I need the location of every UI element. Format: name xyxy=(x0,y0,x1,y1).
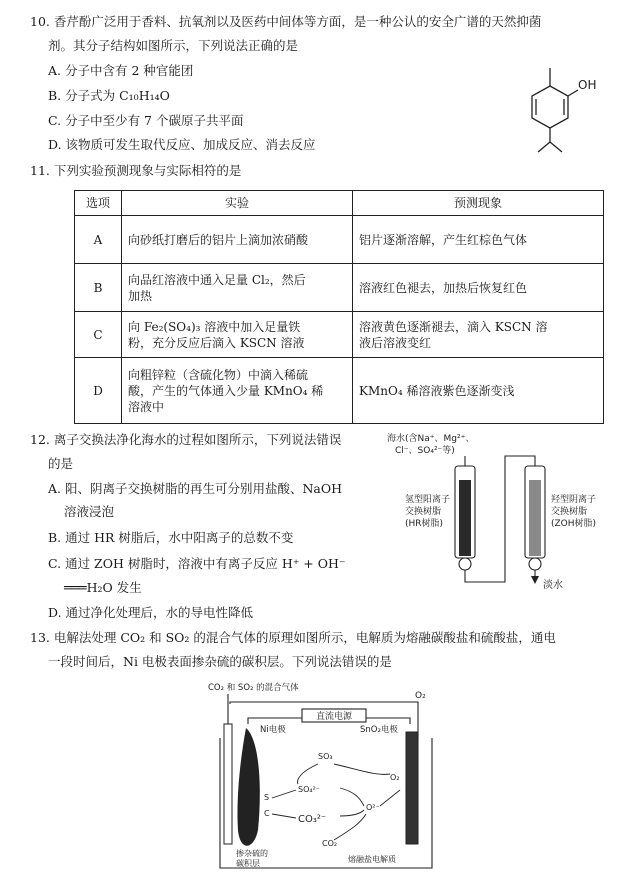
co3-label: CO₃²⁻ xyxy=(298,814,327,825)
electrolysis-diagram xyxy=(200,680,450,875)
sno2-electrode xyxy=(406,732,418,844)
q13-stem-line2: 一段时间后，Ni 电极表面掺杂硫的碳积层。下列说法错误的是 xyxy=(48,654,392,669)
zoh-label-2: 交换树脂 xyxy=(551,507,588,517)
s-label: S xyxy=(264,793,270,802)
table-row xyxy=(75,358,604,424)
q10-stem-line2: 剂。其分子结构如图所示，下列说法正确的是 xyxy=(48,38,299,53)
row-prediction-line: 溶液红色褪去，加热后恢复红色 xyxy=(359,280,528,295)
row-prediction xyxy=(353,216,604,264)
outflow-arrow-icon xyxy=(531,576,539,584)
power-supply-label: 直流电源 xyxy=(315,712,353,722)
q12-option-d: D. 通过净化处理后，水的导电性降低 xyxy=(48,605,254,620)
header-experiment: 实验 xyxy=(122,191,353,216)
row-prediction xyxy=(353,358,604,424)
q12-stem-line1: 12. 离子交换法净化海水的过程如图所示，下列说法错误 xyxy=(30,432,342,447)
table-header-row xyxy=(75,191,604,216)
hr-label-3: (HR树脂) xyxy=(405,519,444,529)
row-option: D xyxy=(75,358,122,424)
zoh-label-1: 羟型阴离子 xyxy=(551,495,597,505)
carvacrol-structure-diagram xyxy=(520,58,600,158)
gas-tube-left xyxy=(224,724,232,844)
row-experiment-line: 加热 xyxy=(128,288,153,303)
row-prediction-line: 溶液黄色逐渐褪去，滴入 KSCN 溶 xyxy=(359,319,548,334)
q10-option-a: A. 分子中含有 2 种官能团 xyxy=(48,63,194,78)
sno2-electrode-label: SnO₂电极 xyxy=(360,725,398,735)
ion-exchange-diagram xyxy=(375,430,615,595)
so3-label: SO₃ xyxy=(318,752,333,761)
row-prediction-line: 铝片逐渐溶解，产生红棕色气体 xyxy=(359,232,528,247)
row-experiment xyxy=(122,264,353,312)
table-row xyxy=(75,312,604,358)
row-option: B xyxy=(75,264,122,312)
row-experiment-line: 向砂纸打磨后的铝片上滴加浓硝酸 xyxy=(128,232,309,247)
so4-label: SO₄²⁻ xyxy=(298,785,321,794)
q12-option-a-line2: 溶液浸泡 xyxy=(64,504,115,519)
carbon-layer-label-1: 掺杂硫的 xyxy=(236,849,268,858)
c-label: C xyxy=(264,809,270,818)
q13-stem-line1: 13. 电解法处理 CO₂ 和 SO₂ 的混合气体的原理如图所示，电解质为熔融碳酸盐和硫酸盐，通电 xyxy=(30,630,556,645)
o2-out-label: O₂ xyxy=(415,691,426,701)
q11-table xyxy=(74,190,604,424)
row-option: A xyxy=(75,216,122,264)
o2-ion-label: O²⁻ xyxy=(366,803,380,812)
q12-option-c-line2: ═══H₂O 发生 xyxy=(64,580,142,595)
row-prediction-line: 液后溶液变红 xyxy=(359,335,432,350)
fresh-water-label: 淡水 xyxy=(543,580,563,591)
gas-in-label: CO₂ 和 SO₂ 的混合气体 xyxy=(208,683,299,693)
molten-salt-label: 熔融盐电解质 xyxy=(348,855,396,864)
q11-stem: 11. 下列实验预测现象与实际相符的是 xyxy=(30,163,242,178)
row-experiment-line: 酸，产生的气体通入少量 KMnO₄ 稀 xyxy=(128,383,324,398)
q12-option-a-line1: A. 阳、阴离子交换树脂的再生可分别用盐酸、NaOH xyxy=(48,481,343,496)
o2-gas-label: O₂ xyxy=(390,773,400,782)
seawater-label-2: Cl⁻、SO₄²⁻等) xyxy=(395,446,455,456)
row-experiment xyxy=(122,358,353,424)
row-option: C xyxy=(75,312,122,358)
row-experiment-line: 向粗锌粒（含硫化物）中滴入稀硫 xyxy=(128,367,309,382)
row-prediction xyxy=(353,264,604,312)
table-row xyxy=(75,264,604,312)
header-prediction: 预测现象 xyxy=(353,191,604,216)
seawater-label-1: 海水(含Na⁺、Mg²⁺、 xyxy=(387,434,475,444)
row-experiment xyxy=(122,216,353,264)
row-prediction-line: KMnO₄ 稀溶液紫色逐渐变浅 xyxy=(359,383,515,398)
q10-stem-line1: 10. 香芹酚广泛用于香料、抗氧剂以及医药中间体等方面，是一种公认的安全广谱的天然抑菌 xyxy=(30,14,542,29)
hr-label-1: 氢型阳离子 xyxy=(405,495,451,505)
q10-option-d: D. 该物质可发生取代反应、加成反应、消去反应 xyxy=(48,137,316,152)
row-experiment-line: 向 Fe₂(SO₄)₃ 溶液中加入足量铁 xyxy=(128,319,301,334)
q12-option-b: B. 通过 HR 树脂后，水中阳离子的总数不变 xyxy=(48,530,294,545)
q10-option-c: C. 分子中至少有 7 个碳原子共平面 xyxy=(48,113,244,128)
zoh-label-3: (ZOH树脂) xyxy=(551,519,597,529)
ni-electrode-label: Ni电极 xyxy=(260,725,286,735)
ni-electrode-carbon-layer xyxy=(237,728,259,846)
row-prediction xyxy=(353,312,604,358)
q12-stem-line2: 的是 xyxy=(48,456,74,471)
q10-option-b: B. 分子式为 C₁₀H₁₄O xyxy=(48,88,170,103)
header-option: 选项 xyxy=(75,191,122,216)
zoh-resin-fill xyxy=(529,480,541,556)
row-experiment-line: 向品红溶液中通入足量 Cl₂，然后 xyxy=(128,272,306,287)
co2-label: CO₂ xyxy=(322,839,338,848)
carbon-layer-label-2: 碳积层 xyxy=(236,859,260,868)
row-experiment-line: 粉，充分反应后滴入 KSCN 溶液 xyxy=(128,335,305,350)
row-experiment-line: 溶液中 xyxy=(128,399,165,414)
oh-label: OH xyxy=(578,78,597,92)
q12-option-c-line1: C. 通过 ZOH 树脂时，溶液中有离子反应 H⁺ + OH⁻ xyxy=(48,556,346,571)
row-experiment xyxy=(122,312,353,358)
table-row xyxy=(75,216,604,264)
hr-resin-fill xyxy=(459,480,471,556)
hr-label-2: 交换树脂 xyxy=(405,507,442,517)
